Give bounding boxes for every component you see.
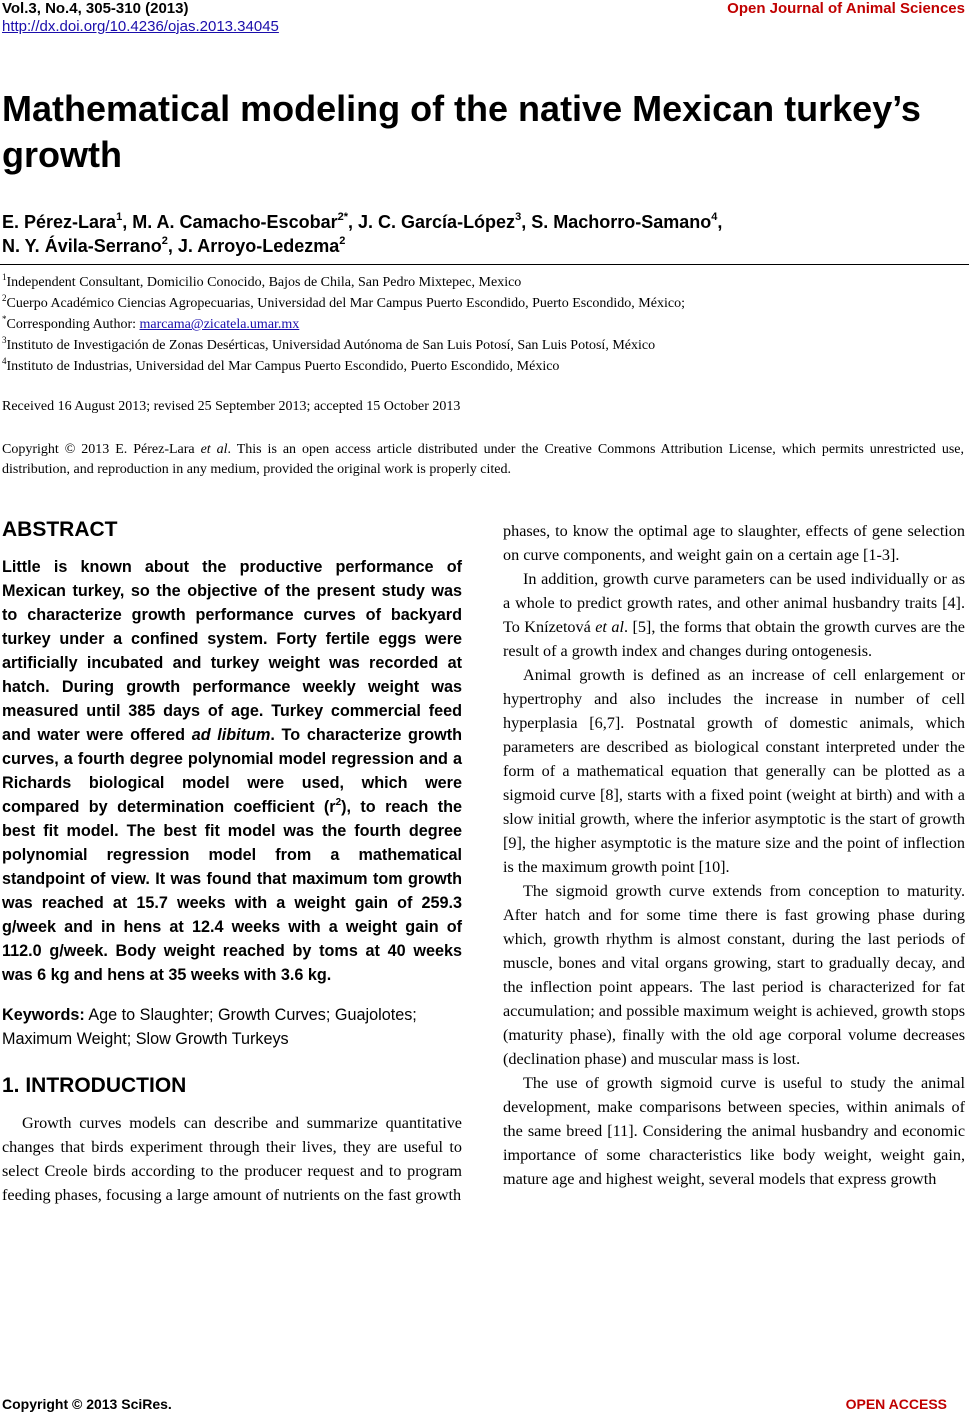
abstract-sup: 2 xyxy=(335,797,342,808)
affiliation-sup: 4 xyxy=(2,356,7,366)
body-paragraph: phases, to know the optimal age to slaughter, effects of gene selection on curve components, and weight gain on a certain age [1-3]. xyxy=(503,522,965,564)
affiliation-text: Instituto de Industrias, Universidad del Mar Campus Puerto Escondido, Puerto Escondido, México xyxy=(6,359,560,374)
author-separator: , xyxy=(717,212,723,232)
affiliation-text: Instituto de Investigación de Zonas Desérticas, Universidad Autónoma de San Luis Potosí, San Luis Potosí, México xyxy=(6,338,656,353)
keywords xyxy=(2,1003,462,1051)
license-note xyxy=(2,440,964,480)
footer-open-access: OPEN ACCESS xyxy=(845,1396,947,1412)
paper-title: Mathematical modeling of the native Mexican turkey’s growth xyxy=(2,88,921,175)
body-paragraph: Animal growth is defined as an increase of cell enlargement or hypertrophy and also includes the increase in number of cell hyperplasia [6,7]. Postnatal growth of domestic animals, which parameters are described as biological constant interpreted under the form of a mathematical equation that generally can be plotted as a sigmoid curve [8], starts with a fixed point (weight at birth) and with a slow initial growth, where the inferior asymptotic is the start of growth [9], the higher asymptotic is the mature size and the point of inflection is the maximum growth point [10]. xyxy=(503,666,965,876)
author-line-1 xyxy=(2,210,964,234)
corresponding-author xyxy=(2,314,964,335)
author-affil-sup: 2* xyxy=(337,211,348,223)
body-italic: et al xyxy=(595,618,624,636)
license-text: Copyright © 2013 E. Pérez-Lara xyxy=(2,442,201,457)
abstract-italic: ad libitum xyxy=(191,726,271,744)
abstract-body xyxy=(2,555,462,987)
received-dates: Received 16 August 2013; revised 25 September 2013; accepted 15 October 2013 xyxy=(2,399,461,414)
author-line-2 xyxy=(2,234,964,258)
affiliation-item xyxy=(2,356,964,377)
author-affil-sup: 4 xyxy=(711,211,718,223)
affiliation-item xyxy=(2,272,964,293)
affiliation-text: Independent Consultant, Domicilio Conocido, Bajos de Chila, San Pedro Mixtepec, Mexico xyxy=(6,275,522,290)
body-paragraph: The sigmoid growth curve extends from conception to maturity. After hatch and for some time there is fast growing phase during which, growth rhythm is almost constant, during the last periods of muscle, bones and vital organs growing, start to gradually decay, and the inflection point appears. The last period is characterized for fat accumulation; and possible maximum weight is achieved, growth stops (maturity phase), finally with the old age corporal volume decreases (declination phase) and muscular mass is lost. xyxy=(503,882,965,1068)
author-affil-sup: 3 xyxy=(515,211,522,223)
author: N. Y. Ávila-Serrano xyxy=(2,236,162,256)
author-affil-sup: 1 xyxy=(116,211,123,223)
license-italic: et al xyxy=(200,442,228,457)
keywords-text: Age to Slaughter; Growth Curves; Guajolotes; Maximum Weight; Slow Growth Turkeys xyxy=(2,1006,417,1048)
abstract-text: Little is known about the productive performance of Mexican turkey, so the objective of the present study was to characterize growth performance curves of backyard turkey under a confined system. Forty fertile eggs were artificially incubated and turkey weight was recorded at hatch. During growth performance weekly weight was measured until 385 days of age. Turkey commercial feed and water were offered xyxy=(2,558,462,744)
author: E. Pérez-Lara xyxy=(2,212,117,232)
body-text: In addition, growth curve parameters can be used individually or as a whole to predict growth rates, and other animal husbandry traits [4]. To Knízetová xyxy=(503,570,965,636)
affiliations xyxy=(2,272,964,377)
author: M. A. Camacho-Escobar xyxy=(132,212,338,232)
body-text: . [5], the forms that obtain the growth curves are the result of a growth index and changes during ontogenesis. xyxy=(503,618,965,660)
volume-info: Vol.3, No.4, 305-310 (2013) xyxy=(2,0,189,17)
affiliation-sup: 3 xyxy=(2,335,7,345)
author-separator: , xyxy=(521,212,532,232)
affiliation-text: Corresponding Author: xyxy=(6,317,140,332)
affiliation-text: Cuerpo Académico Ciencias Agropecuarias, Universidad del Mar Campus Puerto Escondido, Puerto Escondido, México; xyxy=(6,296,685,311)
header-divider xyxy=(0,264,969,265)
author: J. C. García-López xyxy=(358,212,516,232)
email-link[interactable]: marcama@zicatela.umar.mx xyxy=(139,317,300,332)
affiliation-sup: 1 xyxy=(2,272,7,282)
affiliation-item xyxy=(2,335,964,356)
author-separator: , xyxy=(122,212,133,232)
abstract-text: . To characterize growth curves, a fourth degree polynomial model regression and a Richards biological model were used, which were compared by determination coefficient (r xyxy=(2,726,462,816)
author: J. Arroyo-Ledezma xyxy=(177,236,340,256)
journal-header xyxy=(2,0,279,36)
author: S. Machorro-Samano xyxy=(531,212,712,232)
affiliation-sup: 2 xyxy=(2,293,7,303)
affiliation-item xyxy=(2,293,964,314)
right-column xyxy=(503,519,965,1191)
introduction-heading: 1. INTRODUCTION xyxy=(2,1074,187,1097)
journal-name: Open Journal of Animal Sciences xyxy=(727,0,965,17)
keywords-label: Keywords: xyxy=(2,1006,85,1024)
abstract-heading: ABSTRACT xyxy=(2,518,118,541)
footer-copyright: Copyright © 2013 SciRes. xyxy=(2,1396,172,1412)
author-separator: , xyxy=(167,236,178,256)
doi-link[interactable]: http://dx.doi.org/10.4236/ojas.2013.34045 xyxy=(2,18,279,35)
intro-paragraph: Growth curves models can describe and summarize quantitative changes that birds experiment through their lives, they are useful to select Creole birds according to the producer request and to program feeding phases, focusing a large amount of nutrients on the fast growth xyxy=(2,1114,462,1204)
author-separator: , xyxy=(348,212,359,232)
affiliation-sup: * xyxy=(2,314,7,324)
author-list xyxy=(2,210,964,258)
body-paragraph: The use of growth sigmoid curve is useful to study the animal development, make comparisons between species, within animals of the same breed [11]. Considering the animal husbandry and economic importance of some characteristics like body weight, weight gain, mature age and highest weight, several models that express growth xyxy=(503,1074,965,1188)
abstract-text: ), to reach the best fit model. The best fit model was the fourth degree polynomial regression model from a mathematical standpoint of view. It was found that maximum tom growth was reached at 15.7 weeks with a weight gain of 259.3 g/week and in hens at 12.4 weeks with a weight gain of 112.0 g/week. Body weight reached by toms at 40 weeks was 6 kg and hens at 35 weeks with 3.6 kg. xyxy=(2,798,462,984)
body-paragraph xyxy=(503,567,965,663)
left-column xyxy=(2,515,462,1207)
license-text: . This is an open access article distributed under the Creative Commons Attribution License, which permits unrestricted use, distribution, and reproduction in any medium, provided the original work is properly cited. xyxy=(2,442,964,477)
author-affil-sup: 2 xyxy=(161,235,168,247)
author-affil-sup: 2 xyxy=(339,235,346,247)
